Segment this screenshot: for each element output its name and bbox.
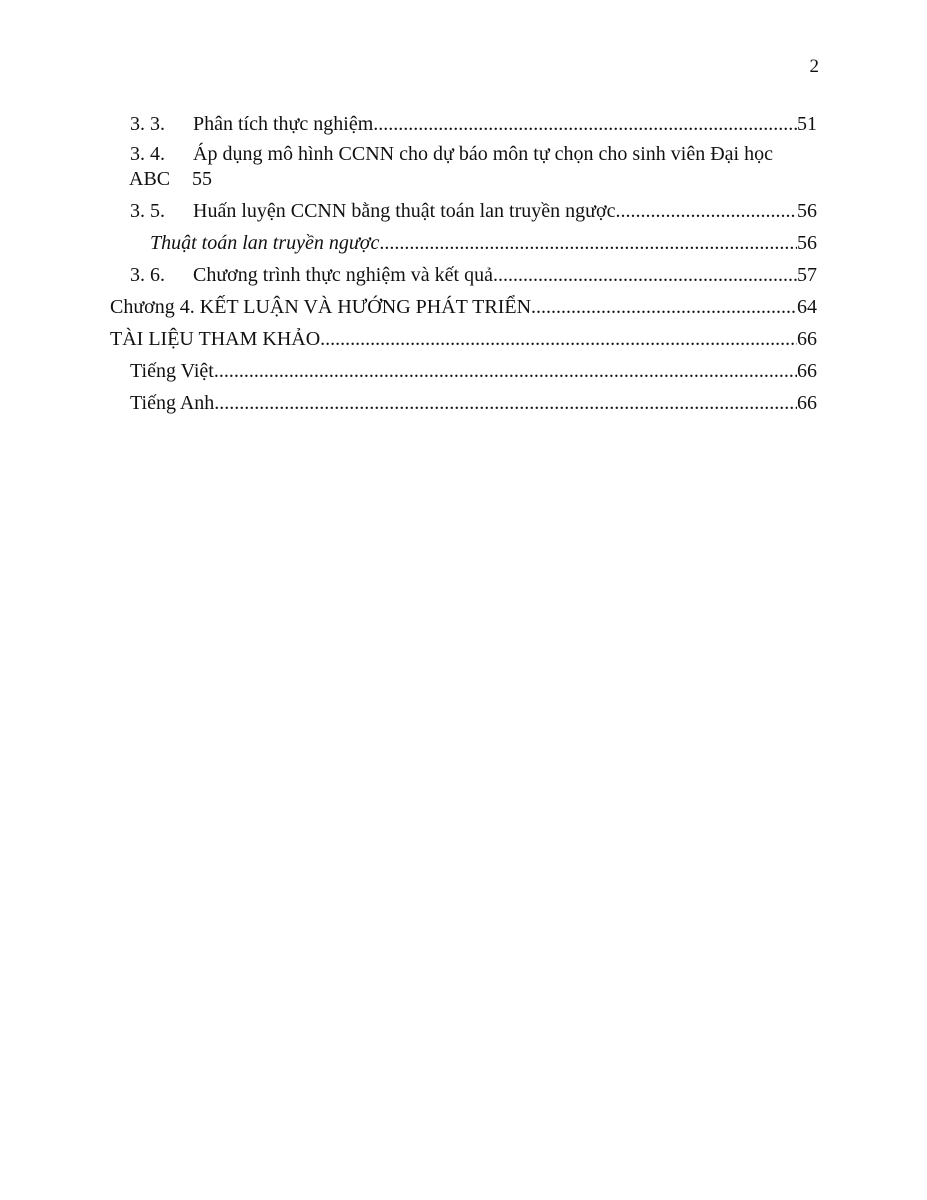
toc-entry-page: 66: [797, 328, 817, 350]
toc-entry-page: 55: [192, 168, 212, 190]
toc-entry-title: Chương trình thực nghiệm và kết quả: [193, 264, 493, 286]
toc-entry-title: Thuật toán lan truyền ngược: [150, 232, 380, 254]
toc-entry[interactable]: [110, 323, 817, 355]
toc-entry-page: 56: [797, 232, 817, 254]
toc-dot-leader: [214, 387, 797, 419]
toc-entry[interactable]: [110, 142, 817, 192]
toc-dot-leader: [214, 355, 797, 387]
toc-dot-leader: [615, 195, 797, 227]
toc-entry-title: Tiếng Việt: [130, 360, 214, 382]
toc-dot-leader: [379, 227, 797, 259]
toc-entry[interactable]: [110, 387, 817, 419]
toc-entry[interactable]: [110, 355, 817, 387]
toc-dot-leader: [373, 108, 797, 140]
toc-entry-title: Áp dụng mô hình CCNN cho dự báo môn tự chọn cho sinh viên Đại học: [193, 143, 773, 165]
toc-entry-title: TÀI LIỆU THAM KHẢO: [110, 328, 321, 350]
page-number: 2: [809, 56, 819, 77]
toc-entry[interactable]: [110, 259, 817, 291]
toc-entry-title-continuation: ABC: [129, 168, 171, 190]
toc-entry-page: 57: [797, 264, 817, 286]
toc-dot-leader: [320, 323, 797, 355]
toc-entry-number: 3. 3.: [130, 113, 165, 135]
toc-entry-page: 56: [797, 200, 817, 222]
toc-entry-number: 3. 6.: [130, 264, 165, 286]
toc-entry[interactable]: [110, 108, 817, 140]
toc-entry-page: 51: [797, 113, 817, 135]
toc-entry[interactable]: [110, 195, 817, 227]
toc-entry-number: 3. 5.: [130, 200, 165, 222]
toc-entry[interactable]: [110, 291, 817, 323]
toc-dot-leader: [531, 291, 797, 323]
toc-entry-number: 3. 4.: [130, 143, 165, 165]
toc-entry-page: 64: [797, 296, 817, 318]
toc-entry[interactable]: [110, 227, 817, 259]
table-of-contents: [110, 108, 817, 419]
toc-entry-title: Tiếng Anh: [130, 392, 215, 414]
toc-entry-title: Chương 4. KẾT LUẬN VÀ HƯỚNG PHÁT TRIỂN: [110, 296, 532, 318]
toc-entry-page: 66: [797, 392, 817, 414]
toc-entry-title: Phân tích thực nghiệm: [193, 113, 374, 135]
toc-entry-title: Huấn luyện CCNN bằng thuật toán lan truyền ngược: [193, 200, 616, 222]
toc-dot-leader: [493, 259, 797, 291]
toc-entry-page: 66: [797, 360, 817, 382]
